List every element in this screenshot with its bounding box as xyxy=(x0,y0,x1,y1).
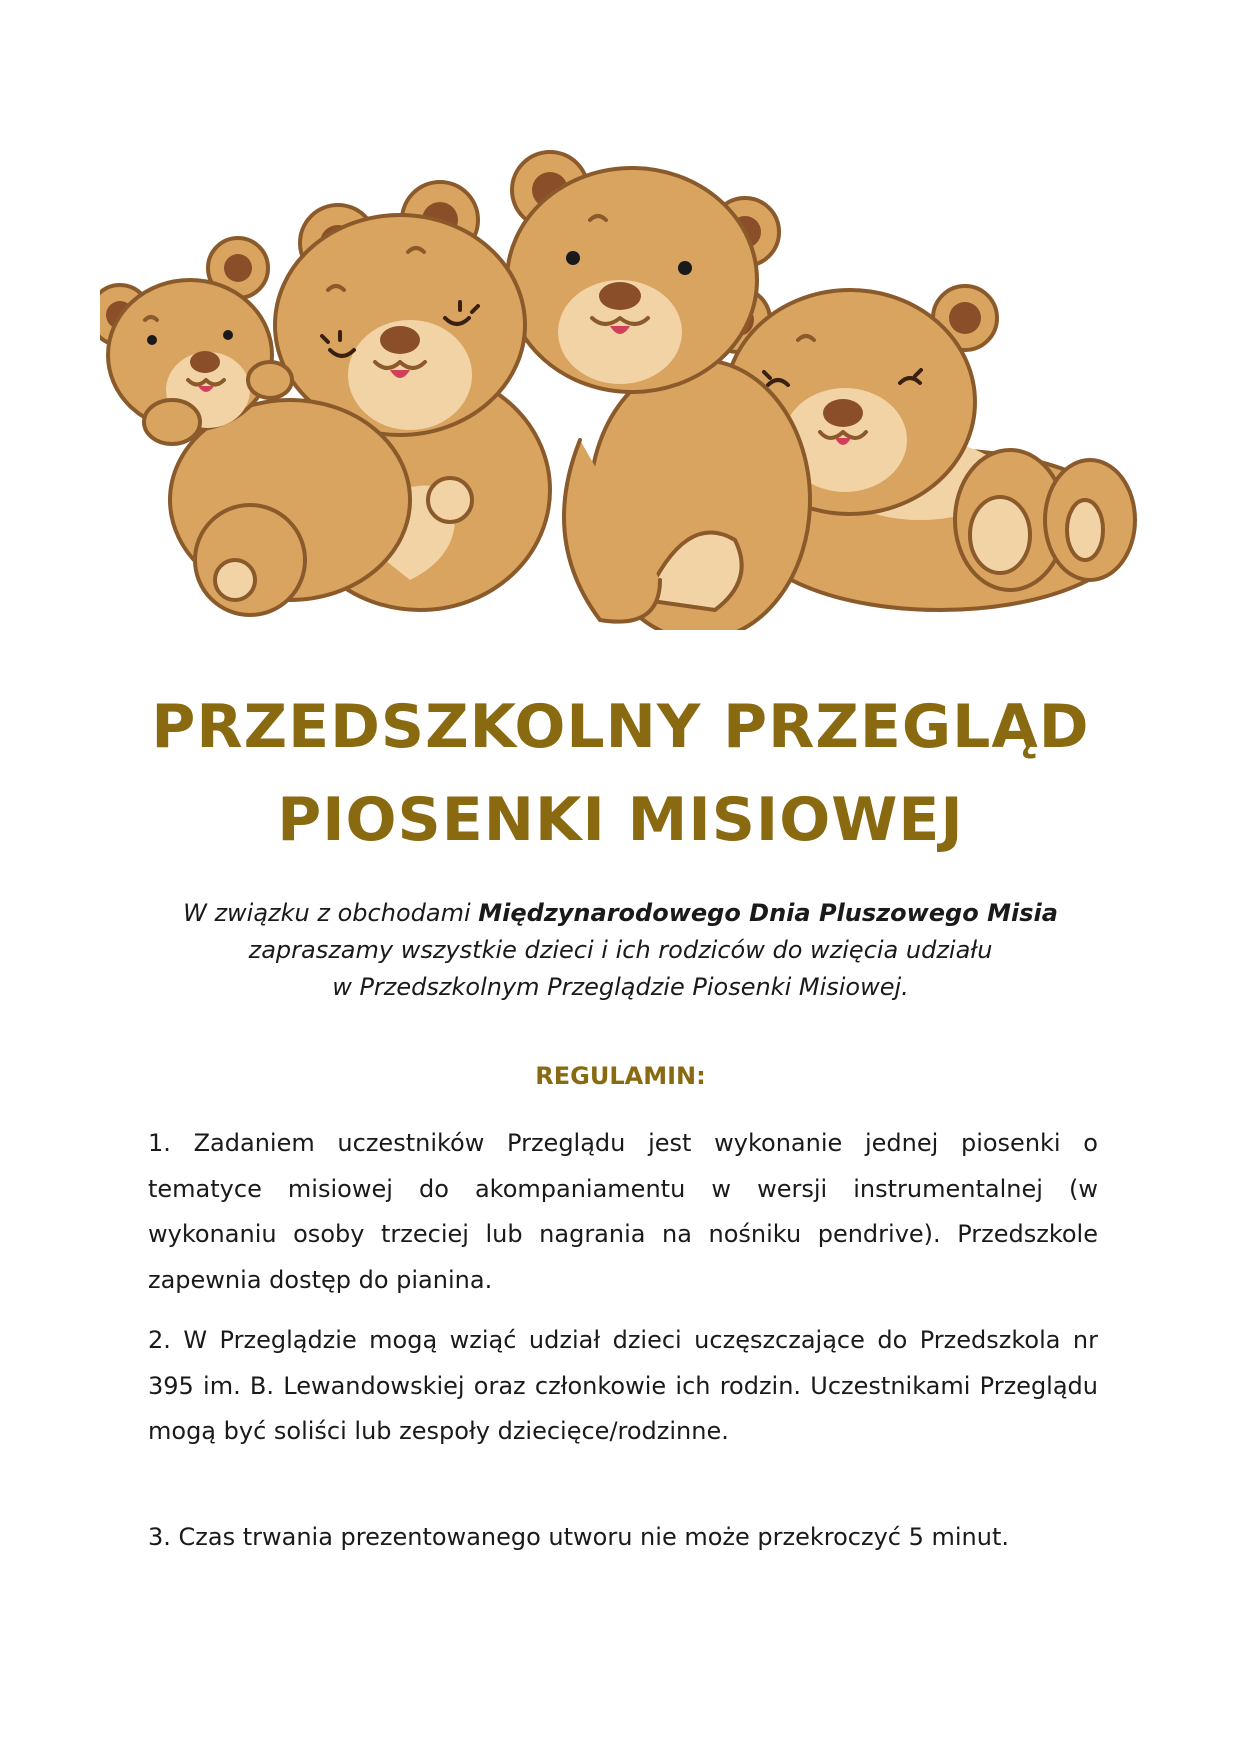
bear-tall xyxy=(507,152,810,630)
intro-line-1-text: W związku z obchodami xyxy=(183,899,479,927)
intro-line-2: zapraszamy wszystkie dzieci i ich rodziców do wzięcia udziału xyxy=(248,936,993,964)
intro-line-1-bold: Międzynarodowego Dnia Pluszowego Misia xyxy=(478,899,1058,927)
rule-3: 3. Czas trwania prezentowanego utworu nie może przekroczyć 5 minut. xyxy=(148,1523,1009,1551)
rule-1: 1. Zadaniem uczestników Przeglądu jest wykonanie jednej piosenki o tematyce misiowej do akompaniamentu w wersji instrumentalnej (w wykonaniu osoby trzeciej lub nagrania na nośniku pendrive). Przedszkole zapewnia dostęp do pianina. xyxy=(148,1129,1098,1294)
rule-2: 2. W Przeglądzie mogą wziąć udział dzieci uczęszczające do Przedszkola nr 395 im. B. Lewandowskiej oraz członkowie ich rodzin. Uczestnikami Przeglądu mogą być soliści lub zespoły dziecięce/rodzinne. xyxy=(148,1326,1098,1445)
teddy-bear-family-illustration xyxy=(100,140,1140,630)
regulamin-heading: REGULAMIN: xyxy=(535,1062,706,1090)
poster-title-line-2: PIOSENKI MISIOWEJ xyxy=(277,785,964,855)
intro-line-3: w Przedszkolnym Przeglądzie Piosenki Misiowej. xyxy=(332,973,909,1001)
intro-line-1 xyxy=(0,895,1241,932)
poster-title-line-1: PRZEDSZKOLNY PRZEGLĄD xyxy=(151,692,1090,762)
